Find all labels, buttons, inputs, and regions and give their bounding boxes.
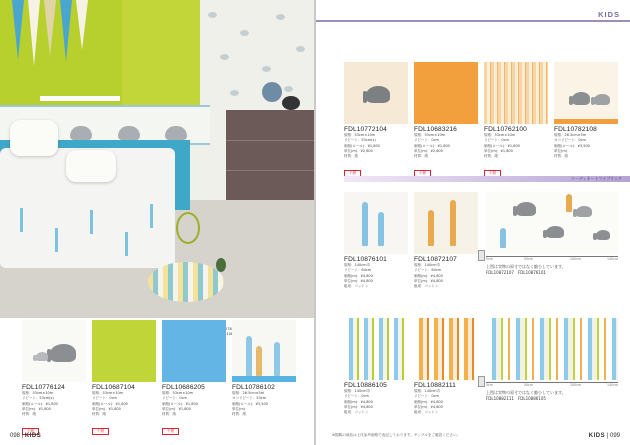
fabric-swatch (414, 192, 478, 254)
product-specs: 規格：26.5cm×5m ヨコリピート：0cm 価格(ロール)：¥3,500 単位(m)： 材質：紙 (554, 133, 590, 159)
product-specs: 規格：26.5cm×5m ヨコリピート：53cm 価格(ロール)：¥3,500 単位(m)： 材質：紙 (232, 391, 268, 417)
toy-globe (262, 82, 282, 102)
product-code: FDL10762100 (484, 126, 527, 133)
page-folio: 098 | KIDS (10, 433, 42, 439)
fabric-wide-sample (486, 192, 618, 254)
fabric-section-header: コーディネートファブリック (344, 176, 630, 182)
fabric-card[interactable] (344, 318, 408, 415)
fire-rating-badge: 不燃 (92, 428, 109, 435)
fabric-note: 上図は実物の原寸ではなく縮小しています。 FDL10872107 FDL10876101 (486, 264, 566, 275)
pillow (10, 120, 58, 156)
dimension-scale: 0cm 50cm 100cm 140cm (486, 383, 618, 387)
fabric-roll-icon (478, 376, 485, 387)
room-photo (0, 0, 314, 318)
product-specs: 規格：53cm×10m リピート：53cm(s) 価格(ロール)：¥1,800 単位(m)：¥2,600 材質：紙 (344, 133, 380, 159)
tennis-racket (176, 212, 200, 244)
product-swatch (344, 62, 408, 124)
product-specs: 規格：140cm巾 リピート：0cm 価格(m)：¥4,800 単位(m)：¥4,800 組成：コットン (344, 389, 373, 415)
product-code: FDL10772104 (344, 126, 387, 133)
product-specs: 規格：140cm巾 リピート：64cm 価格(m)：¥4,800 単位(m)：¥4,800 組成：コットン (344, 263, 373, 289)
wall-shelf (40, 96, 120, 101)
product-code: FDL10683216 (414, 126, 457, 133)
pillow (66, 150, 116, 182)
product-card[interactable] (92, 320, 156, 436)
product-swatch (162, 320, 226, 382)
product-swatch (554, 62, 618, 124)
fabric-card[interactable] (414, 192, 478, 289)
product-specs: 規格：53cm×10m リピート：0cm 価格(ロール)：¥1,800 単位(m)：¥1,800 材質：紙 (162, 391, 198, 417)
product-card[interactable] (232, 320, 296, 417)
product-card[interactable] (22, 320, 86, 436)
product-code: FDL10786102 (232, 384, 275, 391)
product-code: FDL10886105 (344, 382, 387, 389)
fabric-card[interactable] (414, 318, 478, 415)
fabric-swatch (414, 318, 478, 380)
fire-rating-badge: 不燃 (484, 170, 501, 177)
product-specs: 規格：53cm×10m リピート：0cm 価格(ロール)：¥1,800 単位(m)：¥2,600 材質：紙 (414, 133, 450, 159)
fabric-swatch (344, 192, 408, 254)
fire-rating-badge: 不燃 (162, 428, 179, 435)
product-code: FDL10876101 (344, 256, 387, 263)
product-code: FDL10687104 (92, 384, 135, 391)
fire-rating-badge: 不燃 (344, 170, 361, 177)
product-swatch (232, 320, 296, 382)
fabric-note: 上図は実物の原寸ではなく縮小しています。 FDL10882111 FDL10886105 (486, 390, 566, 401)
fabric-card[interactable] (344, 192, 408, 289)
section-rule (316, 20, 630, 22)
product-swatch (92, 320, 156, 382)
striped-rug (148, 262, 224, 302)
product-swatch (22, 320, 86, 382)
product-card[interactable] (414, 62, 478, 178)
toy-zebra (282, 96, 300, 110)
product-card[interactable] (554, 62, 618, 159)
dimension-scale: 0cm 50cm 100cm 140cm (486, 257, 618, 261)
product-specs: 規格：53cm×10m リピート：53cm(s) 価格(ロール)：¥1,800 単位(m)：¥1,800 材質：紙 (22, 391, 58, 417)
product-code: FDL10776124 (22, 384, 65, 391)
bunting-decoration (8, 0, 104, 70)
product-specs: 規格：53cm×10m リピート：0cm 価格(ロール)：¥1,800 単位(m)：¥1,800 材質：紙 (484, 133, 520, 159)
product-card[interactable] (162, 320, 226, 436)
product-swatch (484, 62, 548, 124)
cabinet (226, 110, 314, 202)
product-swatch (414, 62, 478, 124)
product-code: FDL10872107 (414, 256, 457, 263)
fabric-roll-icon (478, 250, 485, 261)
fabric-wide-sample (486, 318, 618, 380)
left-page (0, 0, 314, 445)
right-page (316, 0, 630, 445)
section-title: KIDS (598, 10, 620, 19)
fire-rating-badge: 不燃 (414, 170, 431, 177)
fabric-swatch (344, 318, 408, 380)
product-card[interactable] (344, 62, 408, 178)
product-specs: 規格：140cm巾 リピート：64cm 価格(m)：¥4,800 単位(m)：¥4,800 組成：コットン (414, 263, 443, 289)
product-specs: 規格：53cm×10m リピート：0cm 価格(ロール)：¥1,800 単位(m)：¥1,800 材質：紙 (92, 391, 128, 417)
product-specs: 規格：140cm巾 リピート：0cm 価格(m)：¥4,800 単位(m)：¥4,800 組成：コットン (414, 389, 443, 415)
product-code: FDL10782108 (554, 126, 597, 133)
product-code: FDL10882111 (414, 382, 456, 389)
product-card[interactable] (484, 62, 548, 178)
page-folio: KIDS | 099 (588, 433, 620, 439)
fire-rating-badge: 不燃 (22, 428, 39, 435)
product-code: FDL10686205 (162, 384, 205, 391)
footnote: ※掲載の商品は上代参考価格で表記しております。サンプルをご確認ください。 (332, 433, 461, 437)
